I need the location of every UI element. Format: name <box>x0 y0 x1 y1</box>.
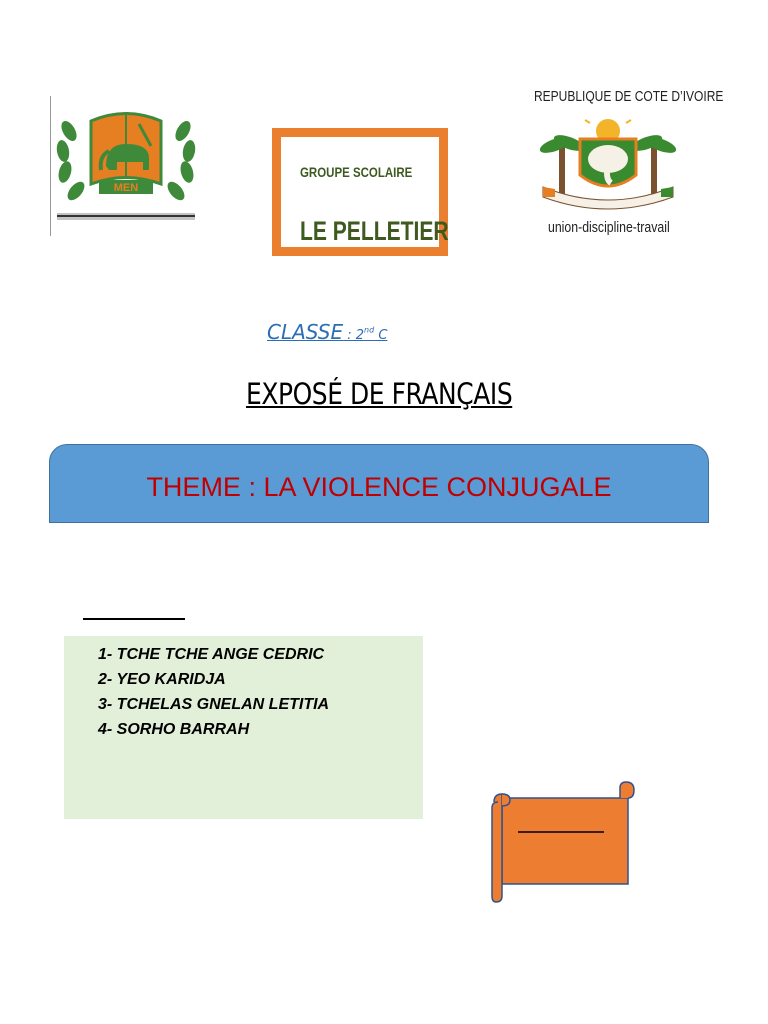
school-name: LE PELLETIER <box>300 216 449 246</box>
class-label <box>267 320 387 344</box>
member-item: 1- TCHE TCHE ANGE CEDRIC <box>98 646 325 663</box>
document-title: EXPOSÉ DE FRANÇAIS <box>246 377 513 411</box>
members-box <box>64 636 423 819</box>
republic-title: REPUBLIQUE DE COTE D’IVOIRE <box>534 88 724 105</box>
members-list <box>98 642 329 742</box>
svg-text:MEN: MEN <box>113 182 139 194</box>
theme-banner <box>49 444 709 523</box>
men-logo-icon <box>50 96 201 236</box>
national-motto: union-discipline-travail <box>548 219 670 236</box>
class-label-text: CLASSE <box>267 320 344 344</box>
class-label-suffix: C <box>374 328 388 343</box>
coat-of-arms-icon <box>535 117 681 213</box>
school-name-box <box>272 128 448 256</box>
member-item: 2- YEO KARIDJA <box>98 671 226 688</box>
class-label-sep: : 2 <box>343 328 365 343</box>
theme-text: THEME : LA VIOLENCE CONJUGALE <box>146 472 612 502</box>
class-label-sup: nd <box>364 325 375 335</box>
member-item: 4- SORHO BARRAH <box>98 721 250 738</box>
members-heading-underline <box>83 618 185 620</box>
school-group-label: GROUPE SCOLAIRE <box>300 164 413 180</box>
member-item: 3- TCHELAS GNELAN LETITIA <box>98 696 330 713</box>
scroll-banner-icon <box>490 780 640 904</box>
